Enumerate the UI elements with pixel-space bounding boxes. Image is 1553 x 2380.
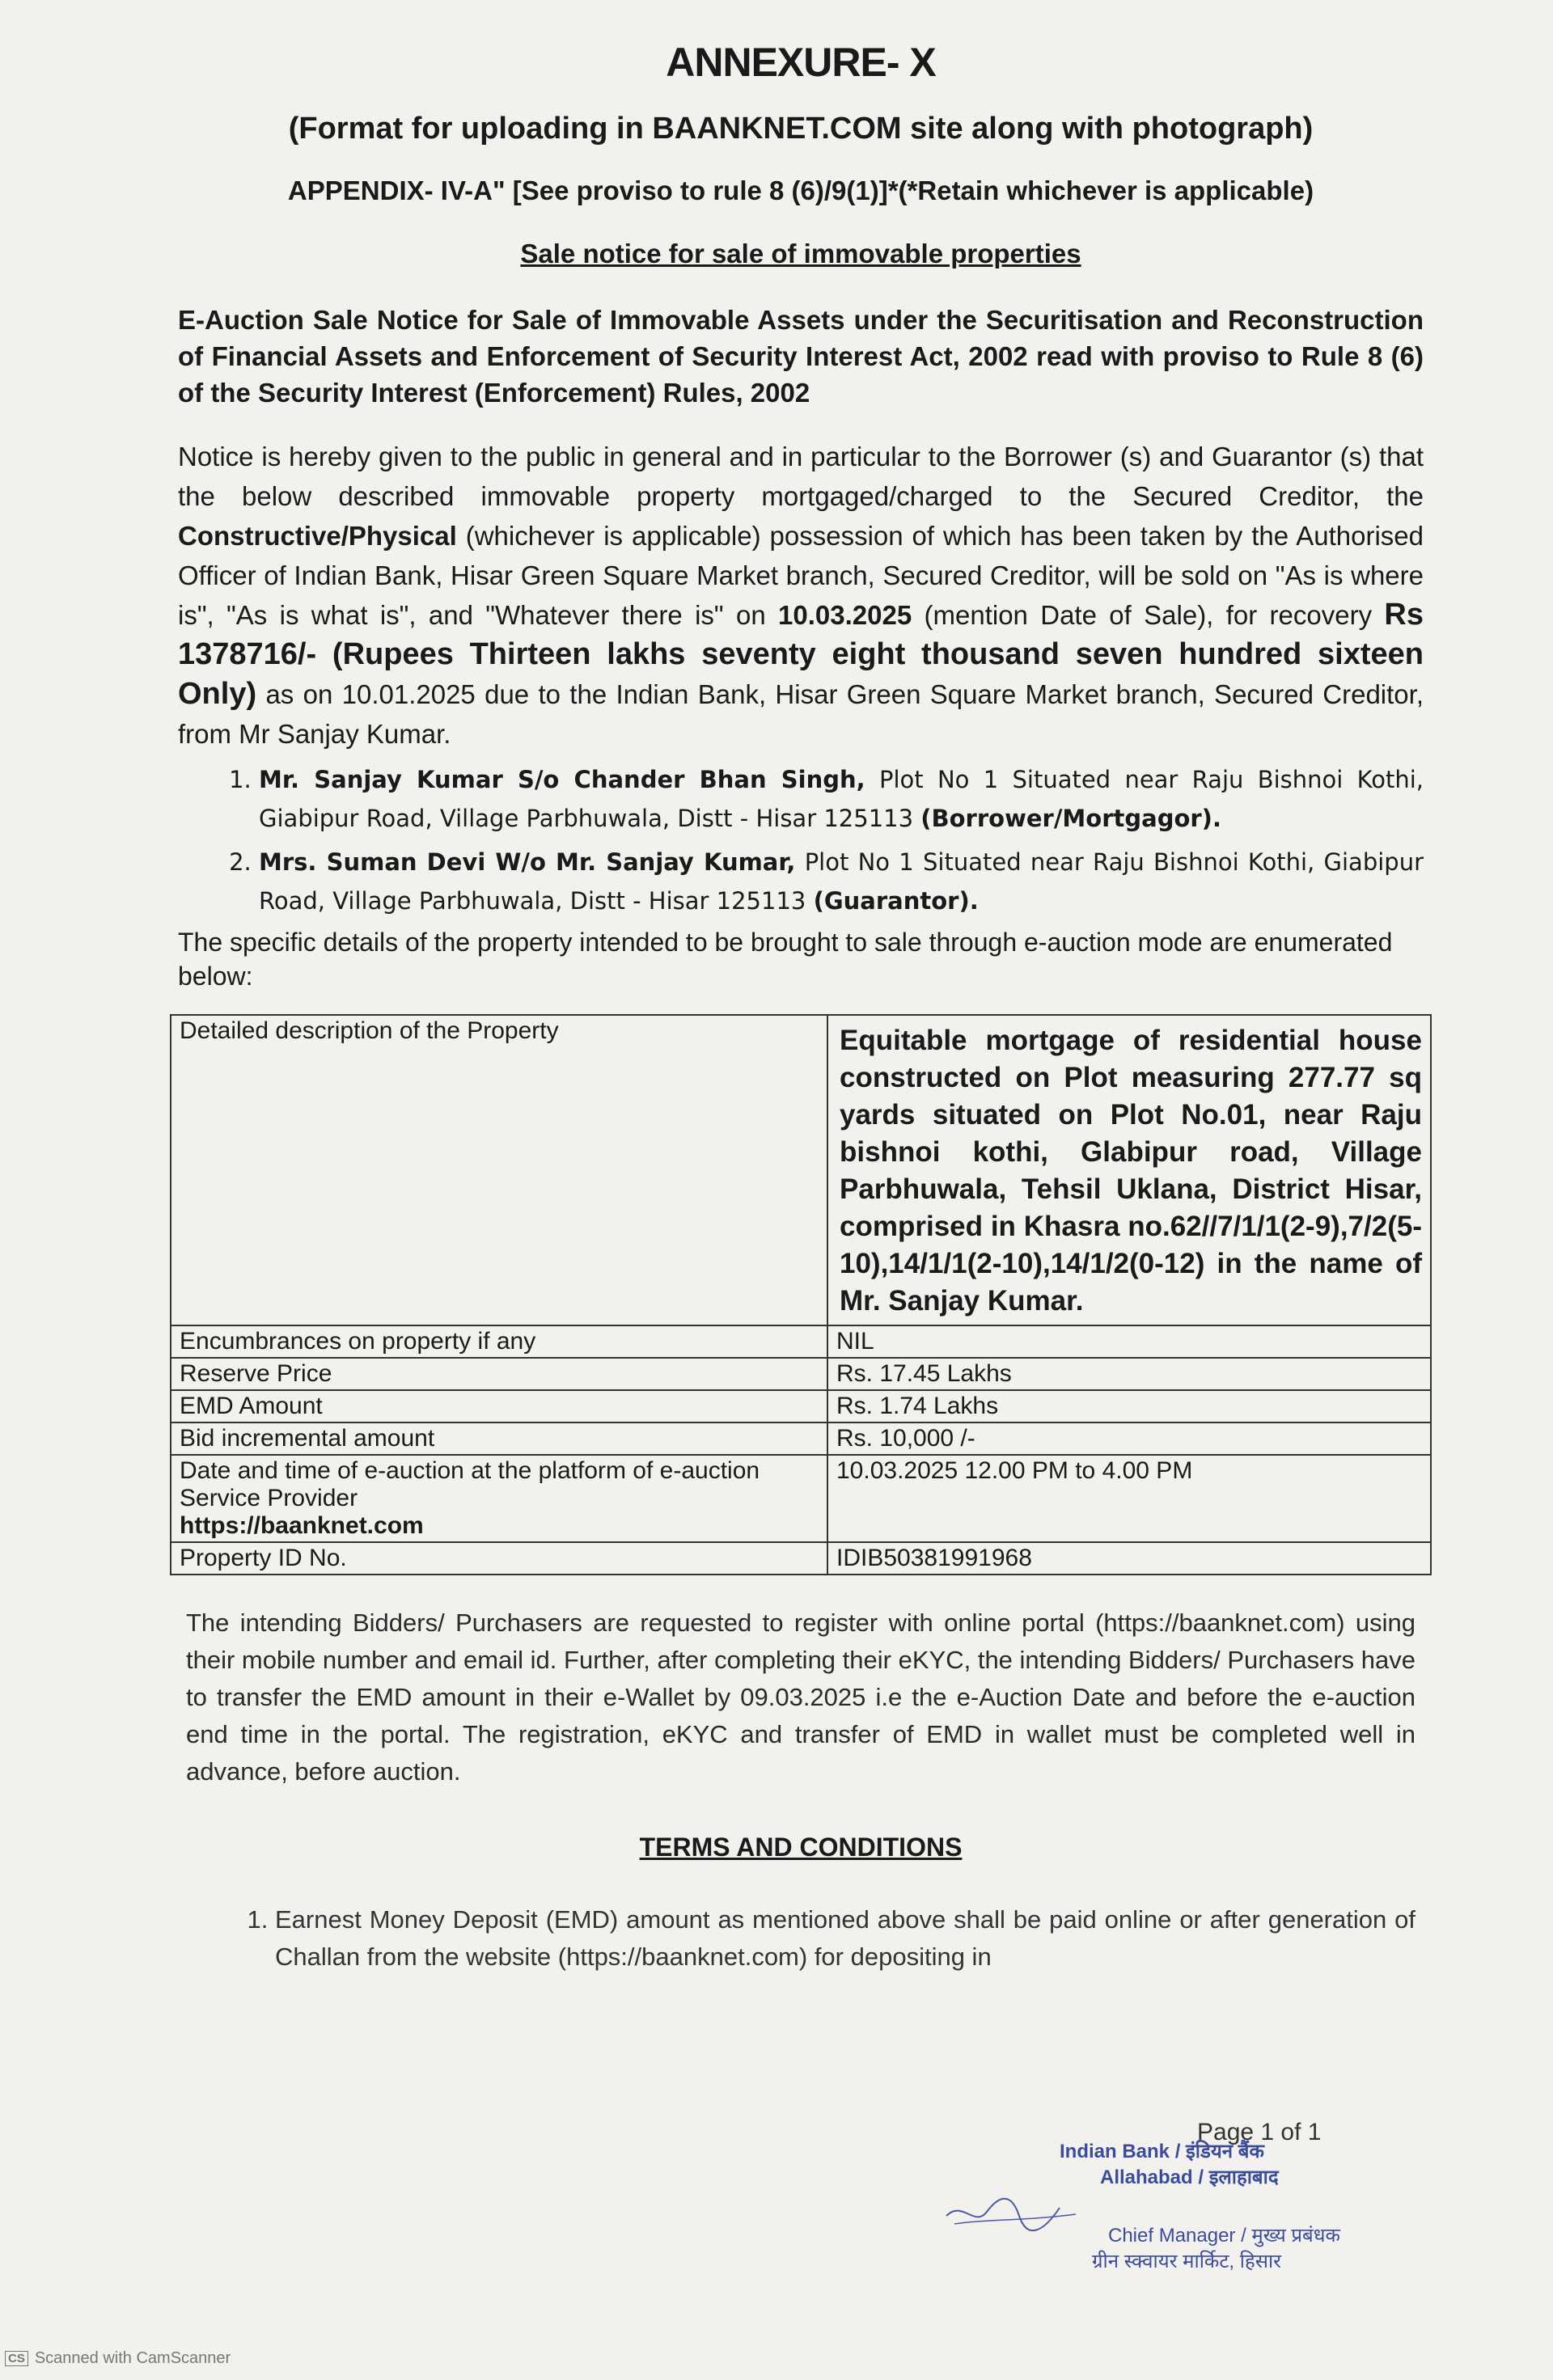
possession-type: Constructive/Physical — [178, 521, 457, 551]
format-subtitle: (Format for uploading in BAANKNET.COM site along with photograph) — [288, 112, 1314, 146]
description-label: Detailed description of the Property — [171, 1015, 827, 1325]
stamp-line: Allahabad / इलाहाबाद — [1100, 2167, 1279, 2188]
property-id-value: IDIB50381991968 — [827, 1542, 1431, 1575]
sale-date: 10.03.2025 — [778, 600, 912, 630]
party-address: Plot No 1 Situated near Raju Bishnoi Kothi, Giabipur Road, Village Parbhuwala, Distt - Hisar 125113 — [259, 848, 1424, 915]
table-row — [171, 1015, 1431, 1325]
list-item — [259, 843, 1424, 920]
recovery-amount: Rs 1378716/- (Rupees Thirteen lakhs seventy eight thousand seven hundred sixteen Only) — [178, 598, 1424, 711]
scanner-footer — [5, 2349, 231, 2368]
page-number: Page 1 of 1 — [1197, 2119, 1322, 2145]
table-row — [171, 1423, 1431, 1455]
bid-increment-label: Bid incremental amount — [171, 1423, 827, 1455]
terms-heading: TERMS AND CONDITIONS — [639, 1833, 963, 1862]
notice-text-4: as on 10.01.2025 due to the Indian Bank, Hisar Green Square Market branch, Secured Creditor, from Mr Sanjay Kumar. — [178, 679, 1424, 749]
reserve-price-label: Reserve Price — [171, 1358, 827, 1390]
bid-increment-value: Rs. 10,000 /- — [827, 1423, 1431, 1455]
auction-label-text: Date and time of e-auction at the platform of e-auction Service Provider — [180, 1457, 760, 1511]
property-details-table — [170, 1014, 1432, 1575]
annexure-title: ANNEXURE- X — [666, 40, 936, 85]
auction-datetime-value: 10.03.2025 12.00 PM to 4.00 PM — [827, 1455, 1431, 1542]
registration-paragraph: The intending Bidders/ Purchasers are requested to register with online portal (https://baanknet.com) using their mobile number and email id. Further, after completing their eKYC, the intending Bidders/ Purchasers have to transfer the EMD amount in their e-Wallet by 09.03.2025 i.e the e-Auction Date and before the e-auction end time in the portal. The registration, eKYC and transfer of EMD in wallet must be completed well in advance, before auction. — [186, 1609, 1415, 1786]
table-row — [171, 1390, 1431, 1423]
notice-text-1: Notice is hereby given to the public in general and in particular to the Borrower (s) and Guarantor (s) that the below described immovable property mortgaged/charged to the Secured Creditor, the — [178, 442, 1424, 511]
notice-text-2: (whichever is applicable) possession of which has been taken by the Authorised Officer of Indian Bank, Hisar Green Square Market branch, Secured Creditor, will be sold on "As is where is", "As is what is", and "Whatever there is" on — [178, 521, 1424, 630]
encumbrances-label: Encumbrances on property if any — [171, 1325, 827, 1358]
details-intro: The specific details of the property intended to be brought to sale through e-auction mode are enumerated below: — [178, 928, 1393, 991]
list-item — [259, 760, 1424, 838]
appendix-heading: APPENDIX- IV-A" [See proviso to rule 8 (6)/9(1)]*(*Retain whichever is applicable) — [287, 175, 1314, 205]
sale-notice-heading: Sale notice for sale of immovable properties — [520, 239, 1081, 268]
terms-list — [186, 1901, 1415, 1976]
stamp-line: Indian Bank / इंडियन बैंक — [1060, 2141, 1264, 2162]
stamp-line: Chief Manager / मुख्य प्रबंधक — [1108, 2225, 1340, 2247]
emd-amount-value: Rs. 1.74 Lakhs — [827, 1390, 1431, 1423]
notice-text-3: (mention Date of Sale), for recovery — [912, 600, 1385, 630]
table-row — [171, 1325, 1431, 1358]
party-address: Plot No 1 Situated near Raju Bishnoi Kothi, Giabipur Road, Village Parbhuwala, Distt - Hisar 125113 — [259, 766, 1424, 832]
encumbrances-value: NIL — [827, 1325, 1431, 1358]
emd-amount-label: EMD Amount — [171, 1390, 827, 1423]
party-name: Mr. Sanjay Kumar S/o Chander Bhan Singh, — [259, 766, 865, 793]
table-row — [171, 1358, 1431, 1390]
reserve-price-value: Rs. 17.45 Lakhs — [827, 1358, 1431, 1390]
bank-stamp — [1043, 2139, 1383, 2275]
scanner-text: Scanned with CamScanner — [34, 2349, 231, 2367]
property-id-label: Property ID No. — [171, 1542, 827, 1575]
table-row — [171, 1455, 1431, 1542]
auction-datetime-label — [171, 1455, 827, 1542]
party-role: (Borrower/Mortgagor). — [920, 805, 1221, 832]
notice-paragraph — [178, 437, 1424, 754]
party-name: Mrs. Suman Devi W/o Mr. Sanjay Kumar, — [259, 848, 796, 876]
document-page — [154, 24, 1448, 1976]
parties-list — [178, 760, 1424, 920]
auction-url-link[interactable]: https://baanknet.com — [180, 1512, 424, 1539]
eauction-lead: E-Auction Sale Notice for Sale of Immovable Assets under the Securitisation and Reconstruction of Financial Assets and Enforcement of Security Interest Act, 2002 read with proviso to Rule 8 (6) of the Security Interest (Enforcement) Rules, 2002 — [178, 305, 1424, 408]
stamp-line: ग्रीन स्क्वायर मार्किट, हिसार — [1092, 2251, 1281, 2272]
camscanner-icon: CS — [5, 2351, 28, 2366]
party-role: (Guarantor). — [813, 887, 979, 915]
table-row — [171, 1542, 1431, 1575]
list-item: 1. Earnest Money Deposit (EMD) amount as mentioned above shall be paid online or after generation of Challan from the website (https://baanknet.com) for depositing in — [275, 1901, 1415, 1976]
description-value: Equitable mortgage of residential house constructed on Plot measuring 277.77 sq yards situated on Plot No.01, near Raju bishnoi kothi, Glabipur road, Village Parbhuwala, Tehsil Uklana, District Hisar, comprised in Khasra no.62//7/1/1(2-9),7/2(5-10),14/1/1(2-10),14/1/2(0-12) in the name of Mr. Sanjay Kumar. — [827, 1015, 1431, 1325]
